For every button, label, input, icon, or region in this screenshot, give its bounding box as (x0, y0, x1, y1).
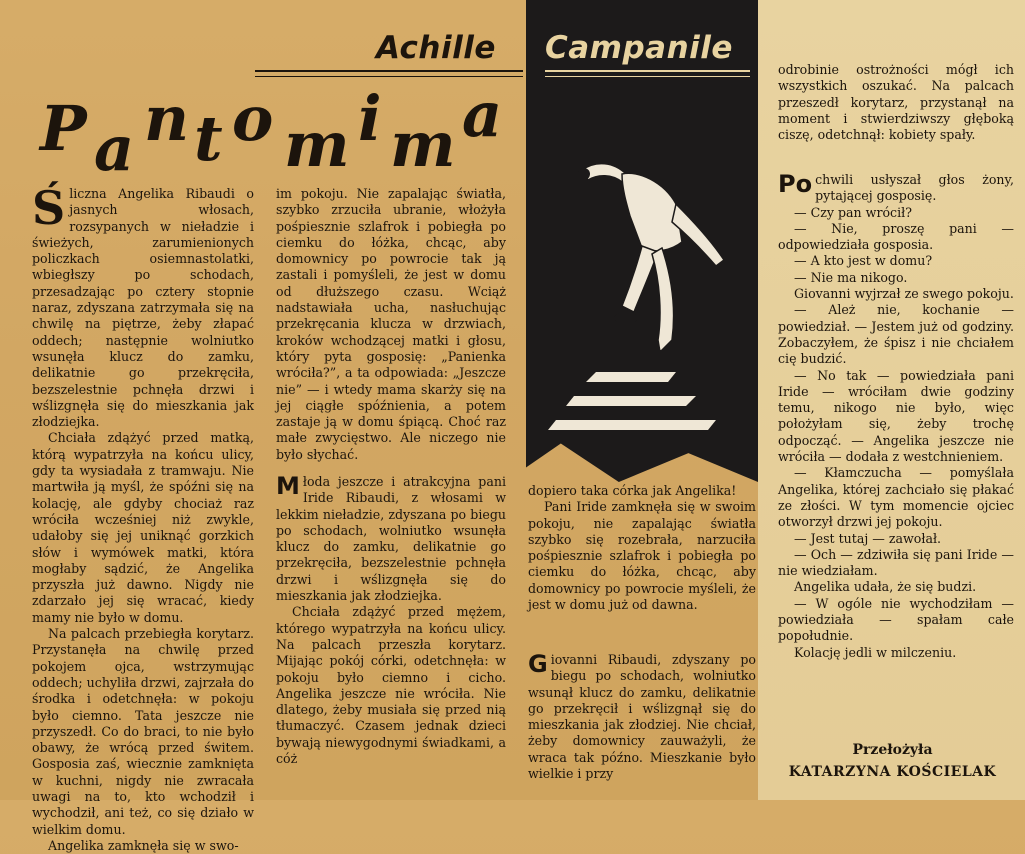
drop-cap: Po (778, 170, 813, 198)
text-column-3-lower (528, 652, 756, 792)
paragraph: Angelika zamknęła się w swo- (48, 837, 239, 853)
title-letter: t (194, 102, 223, 175)
paragraph: — W ogóle nie wychodziłam — powiedziała — spałam całe popołudnie. (778, 595, 1014, 644)
paragraph: — No tak — powiedziała pani Iride — wróciłam dwie godziny temu, nikogo nie było, więc położyłam się, żeby trochę odpocząć. — Angelika jeszcze nie wróciła — dodała z westchnieniem. (778, 367, 1014, 465)
paragraph: — Och — zdziwiła się pani Iride — nie wiedziałam. (778, 546, 1014, 579)
drop-cap: M (276, 472, 300, 500)
paragraph: Chciała zdążyć przed mężem, którego wypatrzyła na końcu ulicy. Na palcach przeszła korytarz. Mijając pokój córki, odetchnęła: w pokoju było ciemno i cicho. Angelika jeszcze nie wróciła. Nie dlatego, żeby musiała się przed nią tłumaczyć. Czasem jednak dzieci bywają niewygodnymi świadkami, a cóż (276, 604, 506, 767)
paragraph: im pokoju. Nie zapalając światła, szybko zrzuciła ubranie, włożyła pośpiesznie szlafrok i pobiegła po ciemku do łóżka, chcąc, aby domownicy po powrocie tak ją zastali i pomyśleli, że jest w domu od dłuższego czasu. Wciąż nadstawiała ucha, nasłuchując przekręcania klucza w drzwiach, kroków wchodzącej matki i głosu, który pyta gosposię: „Panienka wróciła?”, a ta odpowiada: „Jeszcze nie” — i wtedy mama skarży się na jej ciągłe spóźnienia, a potem zastaje ją w domu śpiącą. Choć raz małe zwycięstwo. Ale niczego nie było słychać. (276, 186, 506, 462)
paragraph: Po chwili usłyszał głos żony, pytającej gosposię. (778, 170, 1014, 204)
title-letter: m (390, 108, 456, 181)
text-column-4-lower (778, 172, 1014, 738)
drop-cap: G (528, 650, 548, 678)
paragraph: dopiero taka córka jak Angelika! (528, 483, 737, 498)
header-rule (545, 70, 750, 72)
text-column-1 (32, 181, 254, 853)
article-title (40, 78, 520, 185)
drop-cap: Ś (32, 181, 66, 235)
paragraph: — Kłamczucha — pomyślała Angelika, której zachciało się płakać ze złości. W tym momencie ojciec otworzył drzwi jej pokoju. (778, 465, 1014, 530)
paragraph: — Ależ nie, kochanie — powiedział. — Jestem już od godziny. Zobaczyłem, że śpisz i nie chciałem cię budzić. (778, 302, 1014, 367)
text-column-2-upper (276, 186, 506, 468)
title-letter: P (40, 92, 87, 165)
text-column-4-upper (778, 62, 1014, 162)
title-letter: a (462, 78, 503, 151)
header-rule (255, 76, 523, 77)
illustration-running-man (526, 130, 758, 460)
paragraph: Giovanni Ribaudi, zdyszany po biegu po schodach, wolniutko wsunął klucz do zamku, delikatnie go przekręcił i wślizgnął się do mieszkania jak złodziej. Nie chciał, żeby domownicy zauważyli, że wraca tak późno. Mieszkanie było wielkie i przy (528, 650, 756, 782)
text-column-3-upper (528, 483, 756, 643)
text-column-2-lower (276, 474, 506, 792)
translator-name: KATARZYNA KOŚCIELAK (788, 764, 997, 780)
figure (582, 164, 724, 352)
paragraph: — Nie ma nikogo. (794, 269, 908, 285)
paragraph: Chciała zdążyć przed matką, którą wypatrzyła na końcu ulicy, gdy ta wysiadała z tramwaju. Nie martwiła ją myśl, że spóźni się na kolację, ale gdyby chociaż raz wróciła wcześniej niż zwykle, udałoby się jej uniknąć gorzkich słów i wymówek matki, która mogłaby sądzić, że Angelika przyszła już dawno. Nigdy nie zdarzało jej się wracać, kiedy mamy nie było w domu. (32, 430, 254, 625)
paragraph: Angelika udała, że się budzi. (794, 579, 977, 595)
title-letter: i (358, 82, 382, 155)
title-letter: a (94, 112, 135, 185)
paragraph: Kolację jedli w milczeniu. (794, 644, 957, 660)
paragraph: — Nie, proszę pani — odpowiedziała gosposia. (778, 220, 1014, 253)
paragraph: odrobinie ostrożności mógł ich wszystkich oszukać. Na palcach przeszedł korytarz, przystanął na moment i stwierdziwszy głęboką ciszę, odetchnął: kobiety spały. (778, 62, 1014, 143)
author-first-name: Achille (376, 30, 496, 66)
paragraph: Giovanni wyjrzał ze swego pokoju. (794, 286, 1014, 302)
header-rule (545, 76, 750, 77)
title-letter: o (232, 82, 274, 155)
author-last-name: Campanile (545, 30, 733, 66)
paragraph: Pani Iride zamknęła się w swoim pokoju, nie zapalając światła szybko się rozebrała, narzuciła pośpiesznie szlafrok i pobiegła po ciemku do łóżka, chcąc, aby domownicy po powrocie myśleli, że jest w domu już od dawna. (528, 499, 756, 613)
paragraph: Młoda jeszcze i atrakcyjna pani Iride Ribaudi, z włosami w lekkim nieładzie, zdyszana po biegu po schodach, wolniutko wsunęła klucz do zamku, delikatnie go przekręciła, bezszelestnie pchnęła drzwi i wślizgnęła się do mieszkania jak złodziejka. (276, 472, 506, 604)
paragraph: Śliczna Angelika Ribaudi o jasnych włosach, rozsypanych w nieładzie i świeżych, zarumienionych policzkach osiemnastolatki, wbiegłszy po schodach, przesadzając po cztery stopnie naraz, zdyszana zatrzymała się na chwilę na piętrze, żeby złapać oddech; następnie wolniutko wsunęła klucz do zamku, delikatnie go przekręciła, bezszelestnie pchnęła drzwi i wślizgnęła się do mieszkania jak złodziejka. (32, 181, 254, 430)
paragraph: — Jest tutaj — zawołał. (794, 530, 942, 546)
header-rule (255, 70, 523, 72)
paragraph: — A kto jest w domu? (794, 253, 933, 269)
stairs (548, 372, 716, 430)
paragraph: Na palcach przebiegła korytarz. Przystanęła na chwilę przed pokojem ojca, wstrzymując oddech; uchyliła drzwi, zajrzała do środka i odetchnęła: w pokoju było ciemno. Tata jeszcze nie przyszedł. Co do braci, to nie było obawy, że wrócą przed świtem. Gosposia zaś, wiecznie zamknięta w kuchni, nigdy nie zwracała uwagi na to, kto wchodził i wychodził, ani też, co się działo w wielkim domu. (32, 626, 254, 837)
title-letter: n (144, 82, 190, 155)
translator-label: Przełożyła (852, 742, 933, 758)
paragraph: — Czy pan wrócił? (794, 204, 912, 220)
title-letter: m (284, 108, 350, 181)
